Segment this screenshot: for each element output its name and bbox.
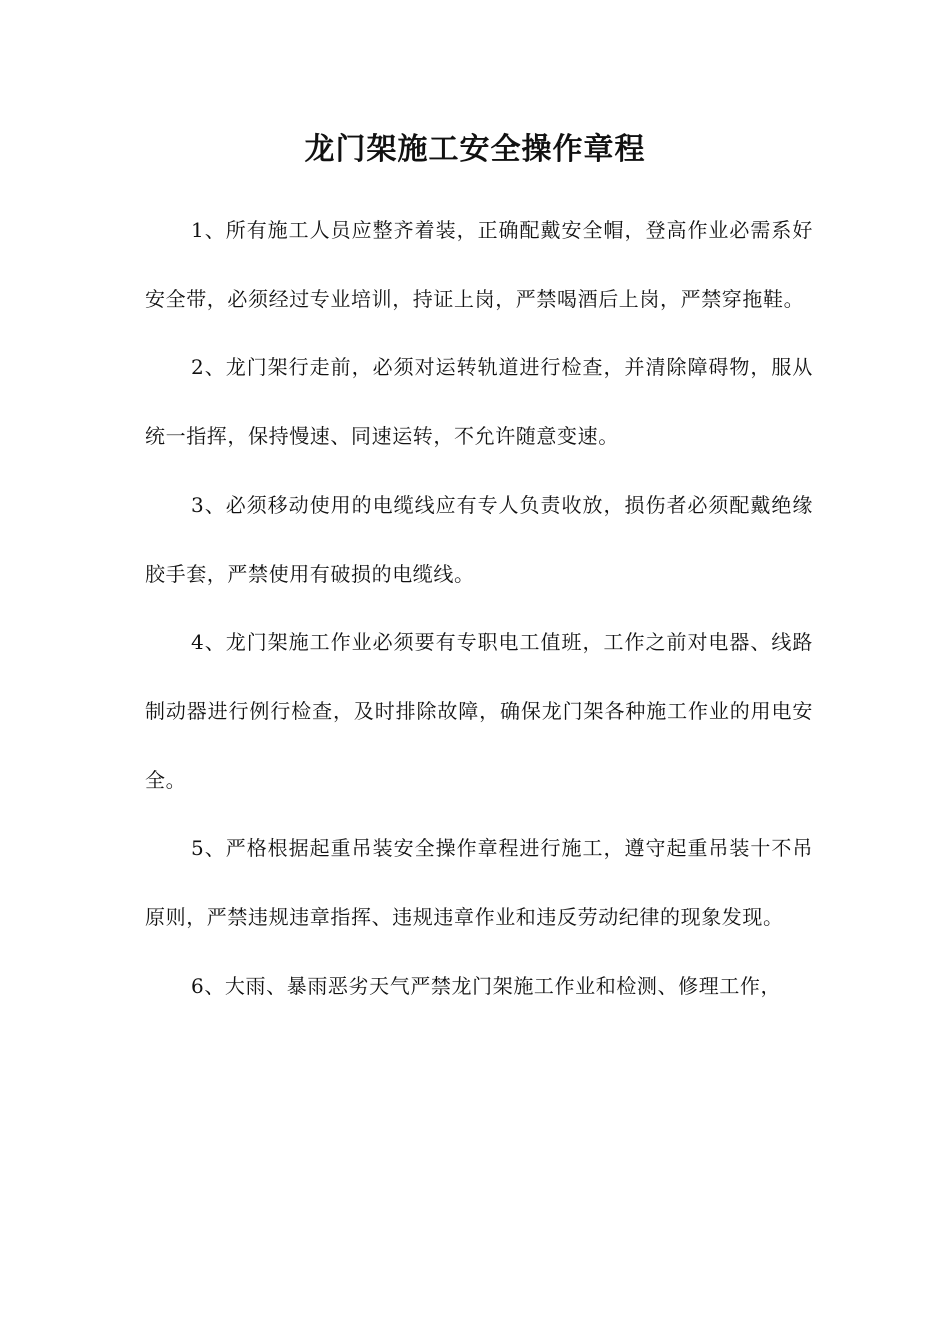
paragraph-1: 1、所有施工人员应整齐着装，正确配戴安全帽，登高作业必需系好安全带，必须经过专业培训，持证上岗，严禁喝酒后上岗，严禁穿拖鞋。 bbox=[145, 218, 813, 311]
paragraph-2: 2、龙门架行走前，必须对运转轨道进行检查，并清除障碍物，服从统一指挥，保持慢速、同速运转，不允许随意变速。 bbox=[145, 355, 813, 449]
document-title: 龙门架施工安全操作章程 bbox=[304, 132, 646, 167]
paragraph-5: 5、严格根据起重吊装安全操作章程进行施工，遵守起重吊装十不吊原则，严禁违规违章指挥、违规违章作业和违反劳动纪律的现象发现。 bbox=[145, 836, 813, 930]
paragraph-6: 6、大雨、暴雨恶劣天气严禁龙门架施工作业和检测、修理工作， bbox=[191, 973, 782, 998]
document-body bbox=[145, 196, 813, 1020]
paragraph-3: 3、必须移动使用的电缆线应有专人负责收放，损伤者必须配戴绝缘胶手套，严禁使用有破损的电缆线。 bbox=[145, 492, 813, 586]
paragraph-4: 4、龙门架施工作业必须要有专职电工值班，工作之前对电器、线路制动器进行例行检查，及时排除故障，确保龙门架各种施工作业的用电安全。 bbox=[145, 630, 813, 792]
